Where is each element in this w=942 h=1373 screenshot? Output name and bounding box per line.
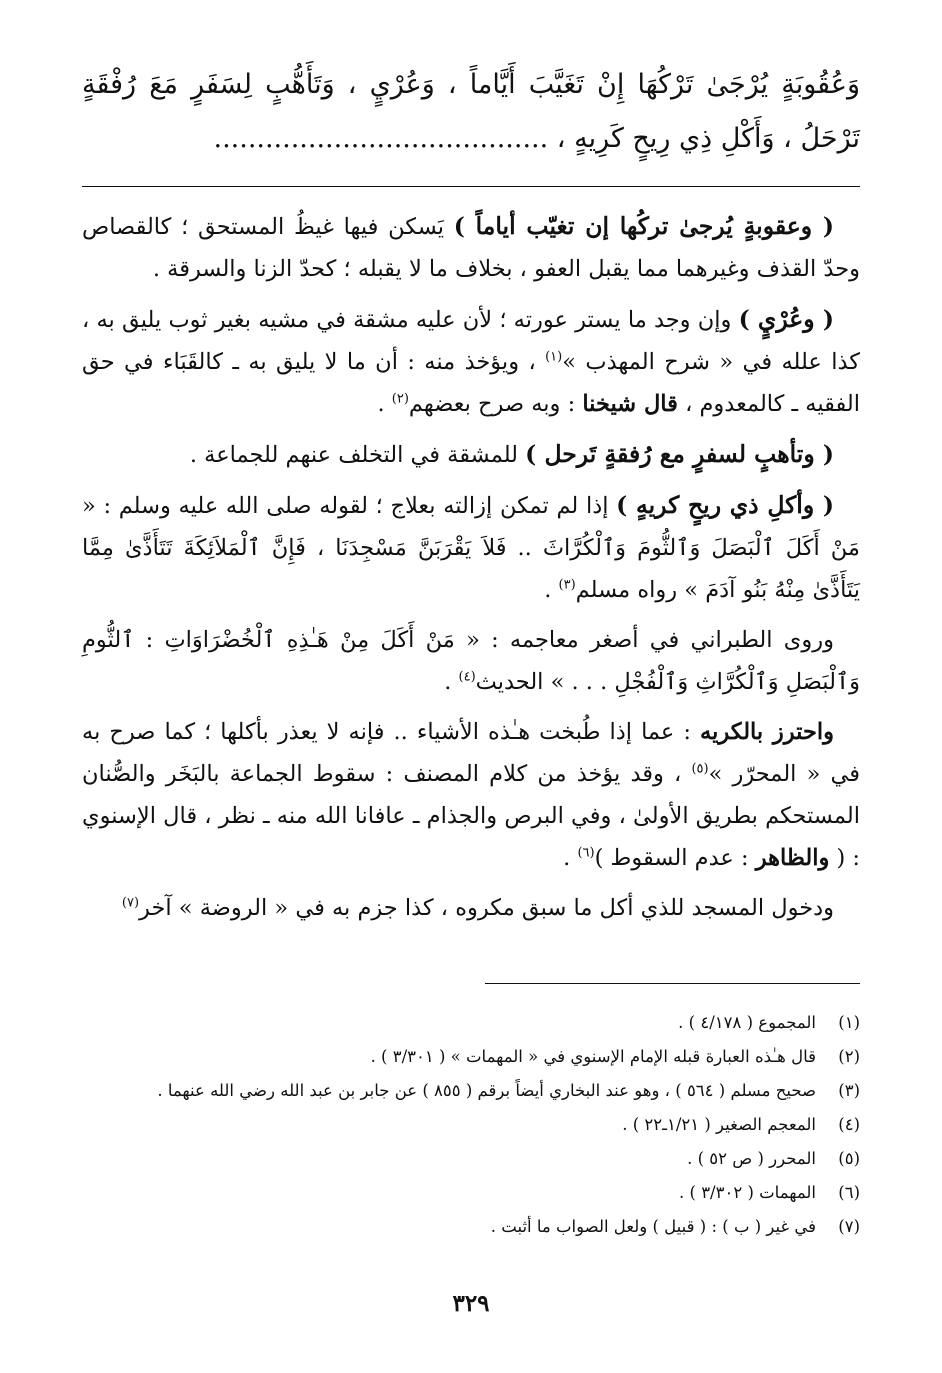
commentary-paragraph (82, 433, 860, 476)
footnote-ref: (٤) (458, 669, 476, 685)
paragraph-text: : عما إذا طُبخت هـٰذه الأشياء .. فإنه لا يعذر بأكلها ؛ كما صرح به في « المحرّر » (82, 719, 860, 787)
main-text-dots: ....................................... (213, 123, 549, 154)
footnote-item (82, 1006, 860, 1040)
bold-phrase: والظاهر (755, 845, 830, 871)
paragraph-text: وروى الطبراني في أصغر معاجمه : « مَنْ أَكَلَ مِنْ هَـٰذِهِ ٱلْخُضْرَاوَاتِ : ٱلثُّومِ وَٱلْبَصَلِ وَٱلْكُرَّاثِ وَٱلْفُجْلِ . . . » الحديث (82, 627, 860, 695)
paragraph-text: إذا لم تمكن إزالته بعلاج ؛ لقوله صلى الله عليه وسلم : « مَنْ أَكَلَ ٱلْبَصَلَ وَٱلثُّومَ وَٱلْكُرَّاثَ .. فَلاَ يَقْرَبَنَّ مَسْجِدَنَا ، فَإِنَّ ٱلْمَلاَئِكَةَ تَتَأَذَّىٰ مِمَّا يَتَأَذَّىٰ مِنْهُ بَنُو آدَمَ » رواه مسلم (82, 493, 860, 603)
footnote-text: المجموع ( ٤/١٧٨ ) . (678, 1013, 816, 1032)
commentary-paragraph (82, 205, 860, 290)
paragraph-text: . (563, 845, 578, 871)
paragraph-text: ، وقد يؤخذ من كلام المصنف : سقوط الجماعة بالبَخَر والصُّنان المستحكم بطريق الأولىٰ ، وفي البرص والجذام ـ عافانا الله منه ـ نظر ، قال الإسنوي : ( (82, 761, 860, 871)
paragraph-text: ودخول المسجد للذي أكل ما سبق مكروه ، كذا جزم به في « الروضة » آخر (139, 895, 834, 921)
footnote-ref: (٥) (691, 761, 709, 777)
footnote-number: (٤) (838, 1115, 860, 1134)
commentary-paragraph (82, 887, 860, 929)
quoted-phrase: ( وعقوبةٍ يُرجىٰ تركُها إن تغيّب أياماً ) (453, 212, 834, 240)
footnote-number: (٢) (838, 1047, 860, 1066)
paragraph-text: . (544, 577, 559, 603)
footnote-ref: (٢) (391, 391, 409, 407)
footnote-number: (٣) (838, 1081, 860, 1100)
footnote-item (82, 1040, 860, 1074)
footnote-text: قال هـٰذه العبارة قبله الإمام الإسنوي في « المهمات » ( ٣/٣٠١ ) . (370, 1047, 816, 1066)
footnote-item (82, 1074, 860, 1108)
separator-rule (82, 186, 860, 187)
paragraph-text: . (377, 391, 392, 417)
footnote-text: صحيح مسلم ( ٥٦٤ ) ، وهو عند البخاري أيضاً برقم ( ٨٥٥ ) عن جابر بن عبد الله رضي الله عنهما . (157, 1081, 816, 1100)
footnote-number: (٦) (838, 1183, 860, 1202)
footnote-number: (٥) (838, 1149, 860, 1168)
paragraph-text: : عدم السقوط ) (594, 845, 756, 871)
paragraph-text: . (444, 669, 459, 695)
footnote-text: المهمات ( ٣/٣٠٢ ) . (679, 1183, 816, 1202)
main-text (82, 58, 860, 166)
bold-phrase: قال شيخنا (582, 391, 678, 417)
commentary-paragraph (82, 711, 860, 879)
paragraph-text: وإن وجد ما يستر عورته ؛ لأن عليه مشقة في مشيه بغير ثوب يليق به ، كذا علله في « شرح المهذب » (82, 307, 860, 375)
footnote-item (82, 1176, 860, 1210)
quoted-phrase: ( وعُرْيٍ ) (738, 305, 834, 333)
page-number: ٣٢٩ (452, 1290, 490, 1317)
footnote-item (82, 1142, 860, 1176)
footnote-ref: (١) (545, 349, 563, 365)
footnote-number: (١) (838, 1013, 860, 1032)
commentary-paragraph (82, 484, 860, 611)
quoted-phrase: ( وأكلِ ذي ريحٍ كريهٍ ) (616, 491, 835, 519)
footnote-ref: (٧) (121, 895, 140, 911)
footnote-ref: (٦) (577, 845, 595, 861)
commentary-paragraph (82, 298, 860, 425)
footnote-number: (٧) (838, 1217, 860, 1236)
footnote-text: المحرر ( ص ٥٢ ) . (687, 1149, 816, 1168)
quoted-phrase: ( وتأهبٍ لسفرٍ مع رُفقةٍ تَرحل ) (525, 440, 834, 468)
paragraph-text: للمشقة في التخلف عنهم للجماعة . (189, 442, 526, 468)
footnote-text: المعجم الصغير ( ١/٢١ـ٢٢ ) . (622, 1115, 816, 1134)
commentary (82, 205, 860, 937)
paragraph-text: : وبه صرح بعضهم (408, 391, 583, 417)
footnotes (82, 1006, 860, 1244)
bold-phrase: واحترز بالكريه (700, 719, 834, 745)
footnote-text: في غير ( ب ) : ( قبيل ) ولعل الصواب ما أثبت . (490, 1217, 816, 1236)
main-text-line: وَعُقُوبَةٍ يُرْجَىٰ تَرْكُهَا إِنْ تَغَيَّبَ أَيَّاماً ، وَعُرْيٍ ، وَتَأَهُّبٍ لِسَفَرٍ مَعَ رُفْقَةٍ تَرْحَلُ ، وَأَكْلِ ذِي رِيحٍ كَرِيهٍ ، (82, 69, 860, 154)
footnote-item (82, 1210, 860, 1244)
footnote-item (82, 1108, 860, 1142)
footnote-rule (485, 983, 860, 984)
commentary-paragraph (82, 619, 860, 703)
paragraph-text: ، ويؤخذ منه : أن ما لا يليق به ـ كالقَبَاء في حق الفقيه ـ كالمعدوم ، (82, 349, 860, 417)
footnote-ref: (٣) (558, 577, 576, 593)
paragraph-text: يَسكن فيها غيظُ المستحق ؛ كالقصاص وحدّ القذف وغيرهما مما يقبل العفو ، بخلاف ما لا يقبله ؛ كحدّ الزنا والسرقة . (82, 214, 860, 282)
